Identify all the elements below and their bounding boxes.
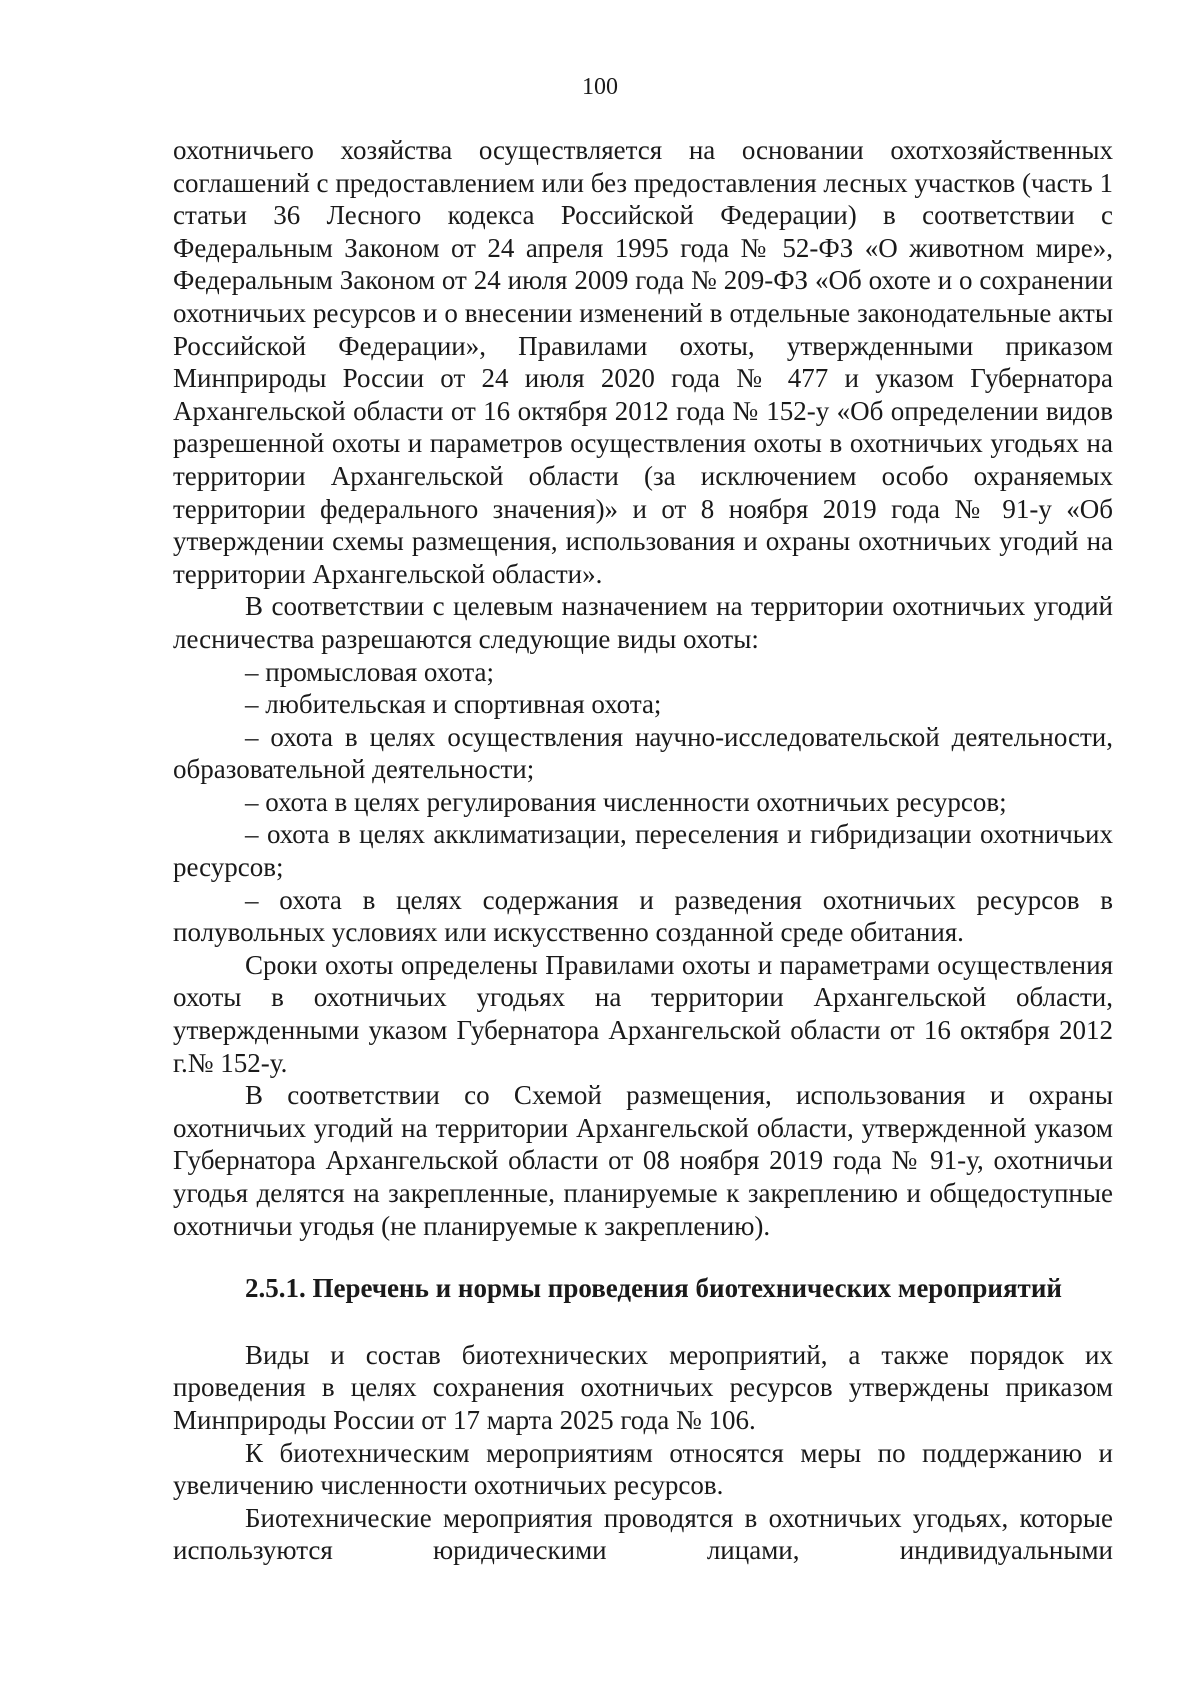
paragraph-biotech-definition: К биотехническим мероприятиям относятся меры по поддержанию и увеличению численности охотничьих ресурсов. <box>173 1437 1113 1501</box>
paragraph-hunting-types-intro: В соответствии с целевым назначением на территории охотничьих угодий лесничества разрешаются следующие виды охоты: <box>173 591 1113 654</box>
paragraph-hunting-seasons: Сроки охоты определены Правилами охоты и параметрами осуществления охоты в охотничьих угодьях на территории Архангельской области, утвержденными указом Губернатора Архангельской области от 16 октября 2012 г.№ 152-у. <box>173 949 1113 1078</box>
section-heading: 2.5.1. Перечень и нормы проведения биотехнических мероприятий <box>245 1273 1062 1304</box>
list-item-acclimatization-hunting: – охота в целях акклиматизации, переселения и гибридизации охотничьих ресурсов; <box>173 819 1113 883</box>
document-body <box>173 134 1113 1567</box>
page-number: 100 <box>582 74 618 100</box>
list-item-breeding-hunting: – охота в целях содержания и разведения охотничьих ресурсов в полувольных условиях или искусственно созданной среде обитания. <box>173 884 1113 948</box>
list-item-commercial-hunting: – промысловая охота; <box>245 656 494 687</box>
list-item-research-hunting: – охота в целях осуществления научно-исследовательской деятельности, образовательной деятельности; <box>173 721 1113 785</box>
list-item-amateur-sport-hunting: – любительская и спортивная охота; <box>245 689 662 720</box>
list-item-population-control-hunting: – охота в целях регулирования численности охотничьих ресурсов; <box>245 786 1007 817</box>
paragraph-biotech-conduct: Биотехнические мероприятия проводятся в охотничьих угодьях, которые используются юридическими лицами, индивидуальными <box>173 1502 1113 1566</box>
paragraph-legal-basis: охотничьего хозяйства осуществляется на основании охотхозяйственных соглашений с предоставлением или без предоставления лесных участков (часть 1 статьи 36 Лесного кодекса Российской Федерации) в соответствии с Федеральным Законом от 24 апреля 1995 года № 52-ФЗ «О животном мире», Федеральным Законом от 24 июля 2009 года № 209-ФЗ «Об охоте и о сохранении охотничьих ресурсов и о внесении изменений в отдельные законодательные акты Российской Федерации», Правилами охоты, утвержденными приказом Минприроды России от 24 июля 2020 года № 477 и указом Губернатора Архангельской области от 16 октября 2012 года № 152-у «Об определении видов разрешенной охоты и параметров осуществления охоты в охотничьих угодьях на территории Архангельской области (за исключением особо охраняемых территории федерального значения)» и от 8 ноября 2019 года № 91-у «Об утверждении схемы размещения, использования и охраны охотничьих угодий на территории Архангельской области». <box>173 135 1113 589</box>
paragraph-biotech-measures: Виды и состав биотехнических мероприятий, а также порядок их проведения в целях сохранения охотничьих ресурсов утверждены приказом Минприроды России от 17 марта 2025 года № 106. <box>173 1339 1113 1435</box>
paragraph-hunting-grounds-scheme: В соответствии со Схемой размещения, использования и охраны охотничьих угодий на территории Архангельской области, утвержденной указом Губернатора Архангельской области от 08 ноября 2019 года № 91-у, охотничьи угодья делятся на закрепленные, планируемые к закреплению и общедоступные охотничьи угодья (не планируемые к закреплению). <box>173 1080 1113 1241</box>
